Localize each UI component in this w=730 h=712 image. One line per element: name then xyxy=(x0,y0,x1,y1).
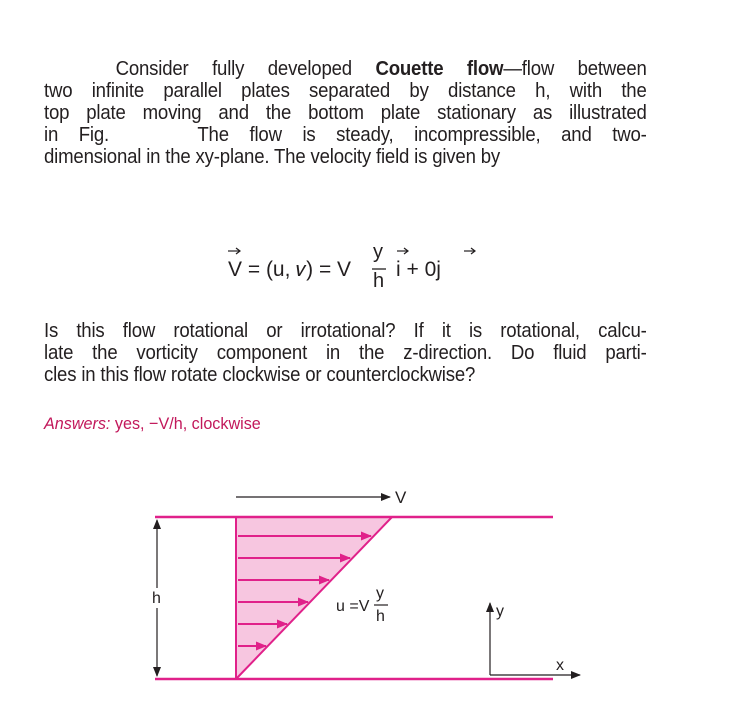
equation-frac-den: h xyxy=(373,270,385,292)
text-run: Consider fully developed xyxy=(115,58,376,80)
y-axis-label: y xyxy=(496,603,504,620)
paragraph-line: Is this flow rotational or irrotational? If it is rotational, calcu- xyxy=(44,320,647,342)
profile-frac-num: y xyxy=(376,585,384,602)
answers-text: yes, −V/h, clockwise xyxy=(110,414,261,433)
paragraph-line: two infinite parallel plates separated by distance h, with the xyxy=(44,80,647,102)
paragraph-line: dimensional in the xy-plane. The velocity field is given by xyxy=(44,146,501,168)
paragraph-line: cles in this flow rotate clockwise or counterclockwise? xyxy=(44,364,476,386)
paragraph-line: top plate moving and the bottom plate stationary as illustrated xyxy=(44,102,647,124)
height-label: h xyxy=(152,590,161,607)
profile-frac-den: h xyxy=(376,608,385,625)
answers-line xyxy=(44,414,261,434)
text-run: —flow between xyxy=(503,58,647,80)
top-velocity-label: V xyxy=(395,488,407,507)
x-axis-label: x xyxy=(556,657,564,674)
profile-label: u =V xyxy=(336,598,370,615)
text-run: The flow is steady, incompressible, and two- xyxy=(197,124,647,146)
problem-paragraph-1 xyxy=(44,58,647,168)
equation-rhs: i + 0j xyxy=(396,258,441,281)
paragraph-line xyxy=(44,58,647,80)
equation-frac-num: y xyxy=(373,241,383,263)
answers-label: Answers: xyxy=(44,414,111,433)
couette-flow-diagram xyxy=(0,470,730,712)
text-run: in Fig. xyxy=(44,124,110,146)
equation-lhs: V = (u, 𝑣) = V xyxy=(228,258,352,281)
paragraph-line: late the vorticity component in the z-direction. Do fluid parti- xyxy=(44,342,647,364)
paragraph-line xyxy=(44,124,647,146)
problem-paragraph-2 xyxy=(44,320,647,386)
velocity-field-equation xyxy=(226,238,526,298)
term-couette-flow: Couette flow xyxy=(375,58,504,80)
